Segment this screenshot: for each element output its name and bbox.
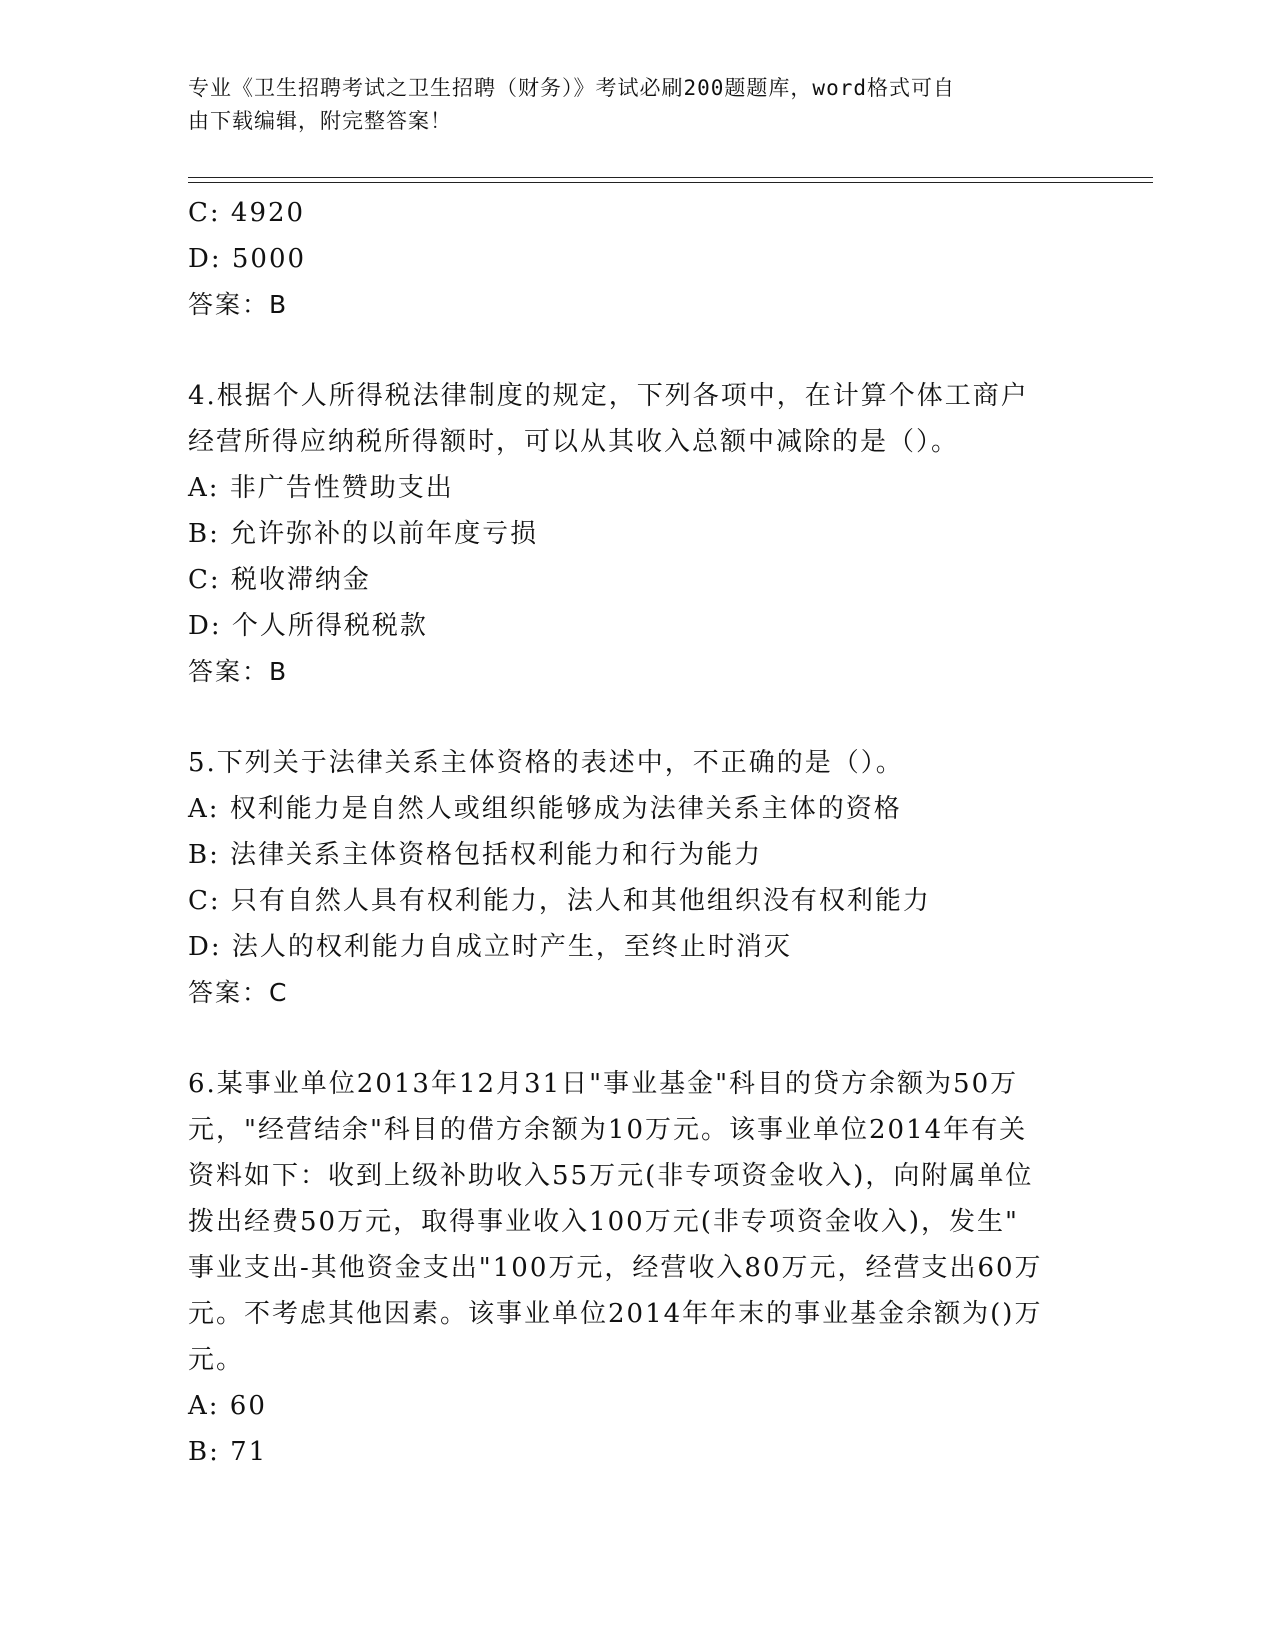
- spacer: [188, 328, 1088, 373]
- question-3: [188, 190, 1088, 328]
- header-line-2: 由下载编辑，附完整答案！: [188, 109, 452, 133]
- q4-option-d: D: 个人所得税税款: [188, 611, 428, 641]
- q4-text-line-1: 4.根据个人所得税法律制度的规定，下列各项中，在计算个体工商户: [188, 381, 1029, 411]
- header-rule-top: [188, 177, 1153, 178]
- header-line-1: 专业《卫生招聘考试之卫生招聘（财务）》考试必刷200题题库，word格式可自: [188, 76, 955, 100]
- q6-option-a: A: 60: [188, 1391, 267, 1421]
- q6-text-line-6: 元。不考虑其他因素。该事业单位2014年年末的事业基金余额为()万: [188, 1299, 1043, 1329]
- q3-option-c: C: 4920: [188, 198, 306, 228]
- spacer: [188, 1016, 1088, 1061]
- header-rule-bottom: [188, 182, 1153, 183]
- q5-option-c: C: 只有自然人具有权利能力，法人和其他组织没有权利能力: [188, 886, 931, 916]
- question-6: [188, 1061, 1088, 1475]
- q3-option-d: D: 5000: [188, 244, 307, 274]
- question-content: [188, 190, 1088, 1475]
- spacer: [188, 695, 1088, 740]
- q5-option-a: A: 权利能力是自然人或组织能够成为法律关系主体的资格: [188, 794, 902, 824]
- document-header: [188, 72, 1068, 138]
- q6-option-b: B: 71: [188, 1437, 268, 1467]
- question-4: [188, 373, 1088, 695]
- q6-text-line-7: 元。: [188, 1345, 245, 1375]
- q4-option-a: A: 非广告性赞助支出: [188, 473, 454, 503]
- q6-text-line-4: 拨出经费50万元，取得事业收入100万元(非专项资金收入)，发生": [188, 1207, 1019, 1237]
- q3-answer: 答案：B: [188, 290, 289, 319]
- q5-option-b: B: 法律关系主体资格包括权利能力和行为能力: [188, 840, 763, 870]
- q5-option-d: D: 法人的权利能力自成立时产生，至终止时消灭: [188, 932, 792, 962]
- q6-text-line-2: 元，"经营结余"科目的借方余额为10万元。该事业单位2014年有关: [188, 1115, 1028, 1145]
- q4-text-line-2: 经营所得应纳税所得额时，可以从其收入总额中减除的是（）。: [188, 427, 960, 457]
- q6-text-line-1: 6.某事业单位2013年12月31日"事业基金"科目的贷方余额为50万: [188, 1069, 1019, 1099]
- q4-option-b: B: 允许弥补的以前年度亏损: [188, 519, 539, 549]
- q5-text-line-1: 5.下列关于法律关系主体资格的表述中，不正确的是（）。: [188, 748, 904, 778]
- q6-text-line-5: 事业支出-其他资金支出"100万元，经营收入80万元，经营支出60万: [188, 1253, 1043, 1283]
- q4-answer: 答案：B: [188, 657, 289, 686]
- question-5: [188, 740, 1088, 1016]
- q6-text-line-3: 资料如下：收到上级补助收入55万元(非专项资金收入)，向附属单位: [188, 1161, 1034, 1191]
- q5-answer: 答案：C: [188, 978, 289, 1007]
- q4-option-c: C: 税收滞纳金: [188, 565, 371, 595]
